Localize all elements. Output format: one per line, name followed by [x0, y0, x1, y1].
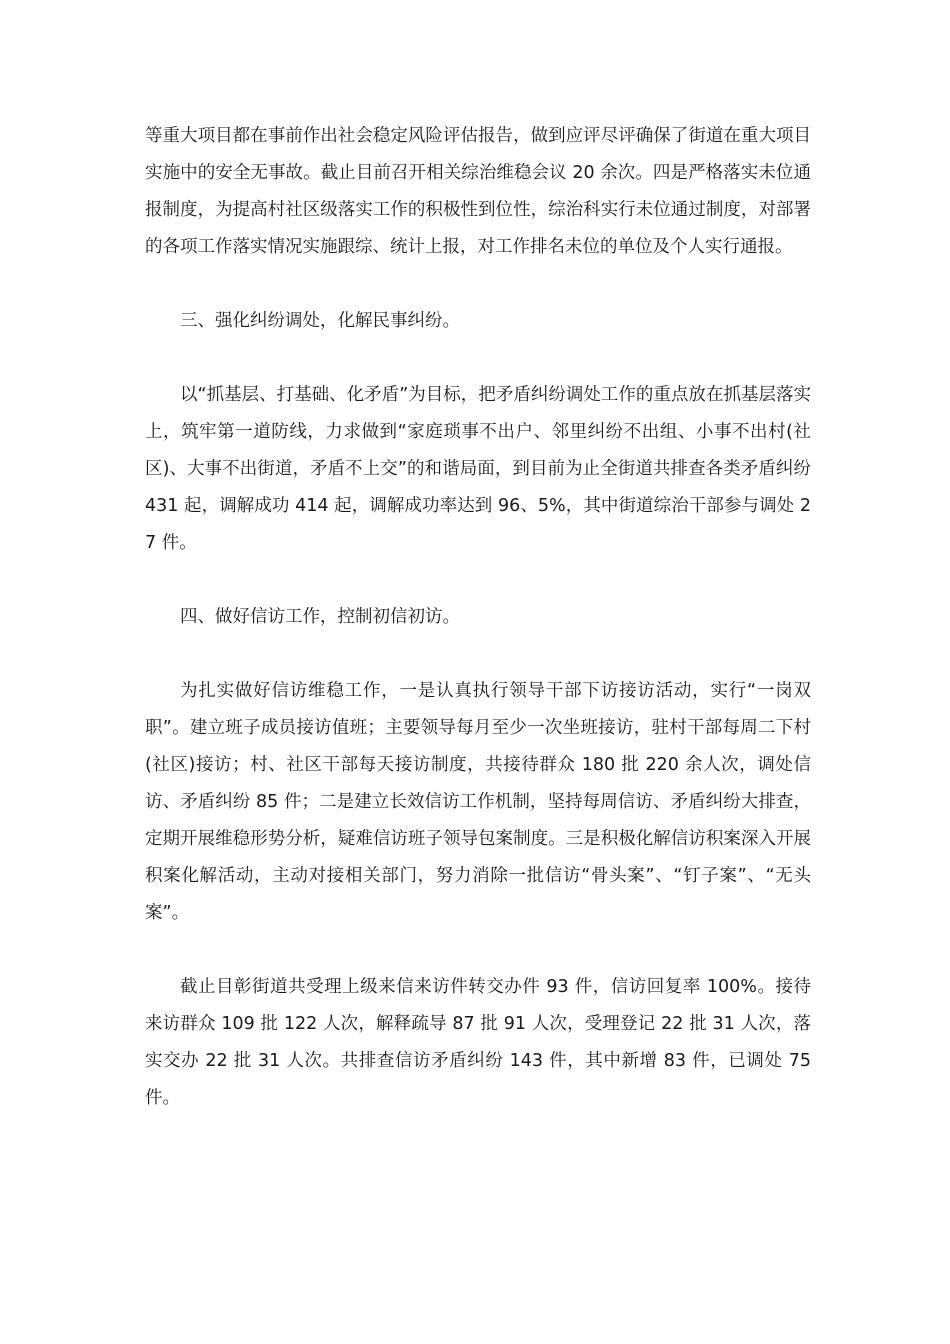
paragraph-spacer	[145, 636, 811, 673]
paragraph-petition-work: 为扎实做好信访维稳工作，一是认真执行领导干部下访接访活动，实行“一岗双职”。建立班子成员接访值班；主要领导每月至少一次坐班接访，驻村干部每周二下村(社区)接访；村、社区干部每天接访制度，共接待群众 180 批 220 余人次，调处信访、矛盾纠纷 85 件；二是建立长效信访工作机制，坚持每周信访、矛盾纠纷大排查，定期开展维稳形势分析，疑难信访班子领导包案制度。三是积极化解信访积案深入开展积案化解活动，主动对接相关部门，努力消除一批信访“骨头案”、“钉子案”、“无头案”。	[145, 681, 811, 923]
paragraph-spacer	[145, 340, 811, 377]
paragraph-project-risk-assessment: 等重大项目都在事前作出社会稳定风险评估报告，做到应评尽评确保了街道在重大项目实施中的安全无事故。截止目前召开相关综治维稳会议 20 余次。四是严格落实未位通报制度，为提高村社区级落实工作的积极性到位性，综治科实行未位通过制度，对部署的各项工作落实情况实施跟综、统计上报，对工作排名未位的单位及个人实行通报。	[145, 126, 811, 257]
paragraph-petition-statistics: 截止目彰街道共受理上级来信来访件转交办件 93 件，信访回复率 100%。接待来访群众 109 批 122 人次，解释疏导 87 批 91 人次，受理登记 22 批 31 人次，落实交办 22 批 31 人次。共排查信访矛盾纠纷 143 件，其中新增 83 件，已调处 75 件。	[145, 977, 811, 1108]
paragraph-dispute-mediation: 以“抓基层、打基础、化矛盾”为目标，把矛盾纠纷调处工作的重点放在抓基层落实上，筑牢第一道防线，力求做到“家庭琐事不出户、邻里纠纷不出组、小事不出村(社区)、大事不出街道，矛盾不上交”的和谐局面，到目前为止全街道共排查各类矛盾纠纷 431 起，调解成功 414 起，调解成功率达到 96、5%，其中街道综治干部参与调处 27 件。	[145, 385, 811, 553]
section-heading-petition-work: 四、做好信访工作，控制初信初访。	[180, 607, 460, 627]
document-body	[145, 118, 811, 1117]
paragraph-spacer	[145, 932, 811, 969]
paragraph-spacer	[145, 266, 811, 303]
paragraph-spacer	[145, 562, 811, 599]
section-heading-dispute-mediation: 三、强化纠纷调处，化解民事纠纷。	[180, 311, 460, 331]
